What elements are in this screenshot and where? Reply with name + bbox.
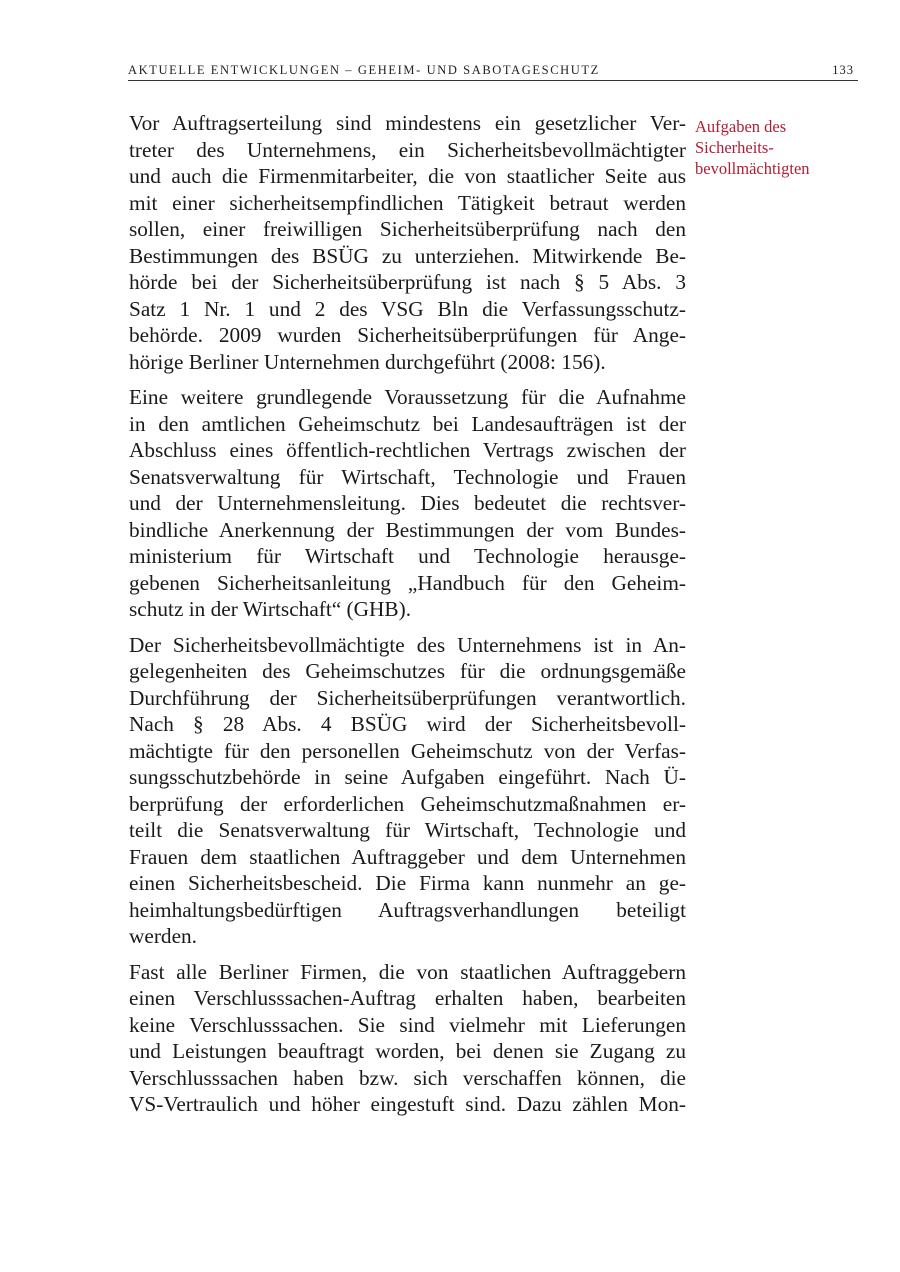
- text-line: sungsschutzbehörde in seine Aufgaben eingeführt. Nach Ü-: [129, 765, 686, 789]
- text-line: Bestimmungen des BSÜG zu unterziehen. Mitwirkende Be-: [129, 243, 686, 268]
- text-line: und Leistungen beauftragt worden, bei denen sie Zugang zu: [129, 1039, 686, 1063]
- text-line: VS-Vertraulich und höher eingestuft sind. Dazu zählen Mon-: [129, 1092, 686, 1116]
- margin-note-line: bevollmächtigten: [695, 159, 810, 178]
- text-line: schutz in der Wirtschaft“ (GHB).: [129, 597, 412, 621]
- text-line: Vor Auftragserteilung sind mindestens ein gesetzlicher Ver-: [129, 111, 686, 135]
- text-line: gebenen Sicherheitsanleitung „Handbuch für den Geheim-: [129, 570, 686, 595]
- running-title: AKTUELLE ENTWICKLUNGEN – GEHEIM- UND SABOTAGESCHUTZ: [128, 63, 600, 77]
- margin-note: [695, 116, 865, 179]
- text-line: behörde. 2009 wurden Sicherheitsüberprüfungen für Ange-: [129, 323, 686, 347]
- margin-note-line: Sicherheits-: [695, 138, 774, 157]
- text-line: und der Unternehmensleitung. Dies bedeutet die rechtsver-: [129, 491, 686, 515]
- text-line: Eine weitere grundlegende Voraussetzung für die Aufnahme: [129, 385, 686, 409]
- text-line: Verschlusssachen haben bzw. sich verschaffen können, die: [129, 1065, 686, 1090]
- paragraph: [129, 959, 686, 1118]
- text-line: mächtigte für den personellen Geheimschutz von der Verfas-: [129, 738, 686, 763]
- text-line: Abschluss eines öffentlich-rechtlichen Vertrags zwischen der: [129, 438, 686, 462]
- text-line: Frauen dem staatlichen Auftraggeber und dem Unternehmen: [129, 844, 686, 869]
- text-line: und auch die Firmenmitarbeiter, die von staatlicher Seite aus: [129, 164, 686, 188]
- text-line: einen Sicherheitsbescheid. Die Firma kann nunmehr an ge-: [129, 871, 686, 895]
- running-header: [128, 62, 858, 81]
- text-line: Satz 1 Nr. 1 und 2 des VSG Bln die Verfassungsschutz-: [129, 296, 686, 321]
- text-line: gelegenheiten des Geheimschutzes für die ordnungsgemäße: [129, 659, 686, 683]
- margin-note-line: Aufgaben des: [695, 117, 787, 136]
- text-line: sollen, einer freiwilligen Sicherheitsüberprüfung nach den: [129, 217, 686, 241]
- text-line: ministerium für Wirtschaft und Technologie herausge-: [129, 544, 686, 568]
- text-line: hörde bei der Sicherheitsüberprüfung ist nach § 5 Abs. 3: [129, 270, 686, 294]
- text-line: Nach § 28 Abs. 4 BSÜG wird der Sicherheitsbevoll-: [129, 712, 686, 736]
- text-line: werden.: [129, 924, 197, 948]
- text-line: in den amtlichen Geheimschutz bei Landesaufträgen ist der: [129, 411, 686, 436]
- page-number: 133: [832, 63, 854, 77]
- paragraph: [129, 110, 686, 375]
- text-line: hörige Berliner Unternehmen durchgeführt (2008: 156).: [129, 349, 606, 374]
- text-line: einen Verschlusssachen-Auftrag erhalten haben, bearbeiten: [129, 986, 686, 1010]
- text-line: bindliche Anerkennung der Bestimmungen der vom Bundes-: [129, 517, 686, 542]
- paragraph: [129, 632, 686, 950]
- text-line: berprüfung der erforderlichen Geheimschutzmaßnahmen er-: [129, 791, 686, 816]
- text-line: heimhaltungsbedürftigen Auftragsverhandlungen beteiligt: [129, 897, 686, 922]
- text-line: Der Sicherheitsbevollmächtigte des Unternehmens ist in An-: [129, 632, 686, 657]
- text-line: keine Verschlusssachen. Sie sind vielmehr mit Lieferungen: [129, 1012, 686, 1037]
- text-line: teilt die Senatsverwaltung für Wirtschaft, Technologie und: [129, 818, 686, 842]
- text-line: treter des Unternehmens, ein Sicherheitsbevollmächtigter: [129, 137, 686, 162]
- text-line: Durchführung der Sicherheitsüberprüfungen verantwortlich.: [129, 685, 686, 710]
- text-line: mit einer sicherheitsempfindlichen Tätigkeit betraut werden: [129, 190, 686, 215]
- text-line: Fast alle Berliner Firmen, die von staatlichen Auftraggebern: [129, 959, 686, 984]
- text-line: Senatsverwaltung für Wirtschaft, Technologie und Frauen: [129, 464, 686, 489]
- paragraph: [129, 384, 686, 623]
- body-text: [129, 110, 686, 1127]
